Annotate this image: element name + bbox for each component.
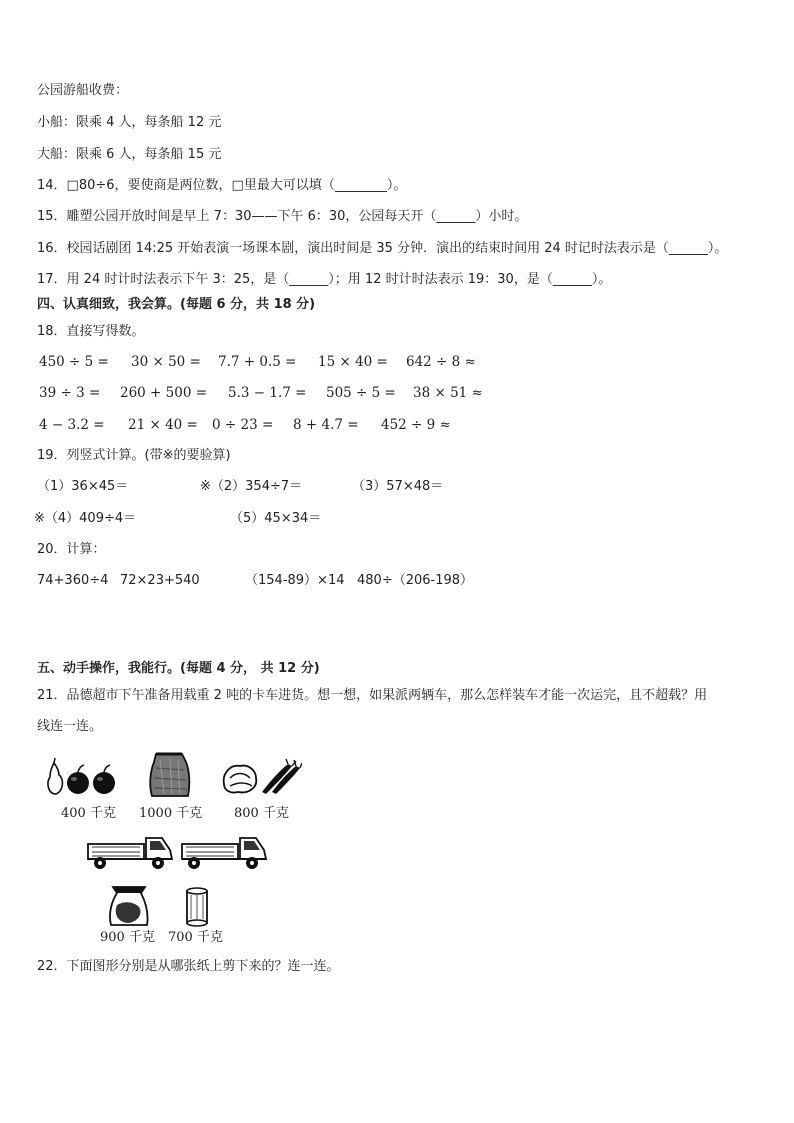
vegetables-icon (220, 758, 302, 800)
calc-expression: 480÷（206-198） (357, 573, 474, 588)
vertical-calc-item: ※（2）354÷7＝ (200, 479, 303, 494)
question-18-title: 18．直接写得数。 (37, 324, 145, 339)
math-item: 505 ÷ 5 = (326, 385, 396, 401)
math-item: 642 ÷ 8 ≈ (406, 354, 476, 370)
goods-weight-label: 800 千克 (234, 806, 289, 821)
question-21-line2: 线连一连。 (37, 719, 103, 734)
math-item: 452 ÷ 9 ≈ (381, 417, 451, 433)
barrel-icon (183, 885, 211, 931)
fruit-icon (45, 757, 120, 803)
math-item: 38 × 51 ≈ (413, 385, 483, 401)
math-item: 4 − 3.2 = (39, 417, 105, 433)
goods-weight-label: 1000 千克 (139, 806, 203, 821)
math-item: 8 + 4.7 = (293, 417, 359, 433)
vertical-calc-item: （1）36×45＝ (37, 479, 129, 494)
big-boat-line: 大船：限乘 6 人，每条船 15 元 (37, 147, 222, 162)
vertical-calc-item: ※（4）409÷4＝ (34, 511, 137, 526)
math-item: 7.7 + 0.5 = (218, 354, 297, 370)
math-item: 21 × 40 = (128, 417, 198, 433)
truck-icon (180, 832, 268, 876)
calc-expression: （154-89）×14 (245, 573, 345, 588)
grain-sack-icon (146, 750, 194, 804)
question-17: 17．用 24 时计时法表示下午 3：25，是（______）；用 12 时计时法表示 19：30，是（______）。 (37, 272, 612, 287)
calc-expression: 74+360÷4 (37, 573, 109, 588)
question-16: 16．校园话剧团 14:25 开始表演一场课本剧，演出时间是 35 分钟．演出的结束时间用 24 时记时法表示是（______）。 (37, 241, 728, 256)
question-21-line1: 21．品德超市下午准备用载重 2 吨的卡车进货。想一想，如果派两辆车，那么怎样装车才能一次运完，且不超载？用 (37, 688, 708, 703)
math-item: 0 ÷ 23 = (212, 417, 274, 433)
question-19-title: 19．列竖式计算。(带※的要验算) (37, 448, 231, 463)
rice-bag-icon (105, 883, 153, 933)
section-4-heading: 四、认真细致，我会算。(每题 6 分，共 18 分) (37, 297, 316, 312)
boat-fee-title: 公园游船收费： (37, 83, 129, 98)
truck-icon (86, 832, 174, 876)
math-item: 15 × 40 = (318, 354, 388, 370)
math-item: 450 ÷ 5 = (39, 354, 109, 370)
question-22: 22．下面图形分别是从哪张纸上剪下来的？连一连。 (37, 959, 340, 974)
goods-weight-label: 900 千克 (100, 930, 155, 945)
vertical-calc-item: （3）57×48＝ (352, 479, 444, 494)
small-boat-line: 小船：限乘 4 人，每条船 12 元 (37, 115, 222, 130)
math-item: 30 × 50 = (131, 354, 201, 370)
goods-weight-label: 700 千克 (168, 930, 223, 945)
question-15: 15．雕塑公园开放时间是早上 7：30——下午 6：30，公园每天开（______）小时。 (37, 209, 528, 224)
math-item: 260 + 500 = (120, 385, 208, 401)
calc-expression: 72×23+540 (120, 573, 200, 588)
vertical-calc-item: （5）45×34＝ (230, 511, 322, 526)
question-14: 14．□80÷6，要使商是两位数，□里最大可以填（________）。 (37, 178, 407, 193)
question-20-title: 20．计算： (37, 542, 106, 557)
math-item: 5.3 − 1.7 = (228, 385, 307, 401)
math-item: 39 ÷ 3 = (39, 385, 101, 401)
goods-weight-label: 400 千克 (61, 806, 116, 821)
section-5-heading: 五、动手操作，我能行。(每题 4 分， 共 12 分) (37, 661, 320, 676)
